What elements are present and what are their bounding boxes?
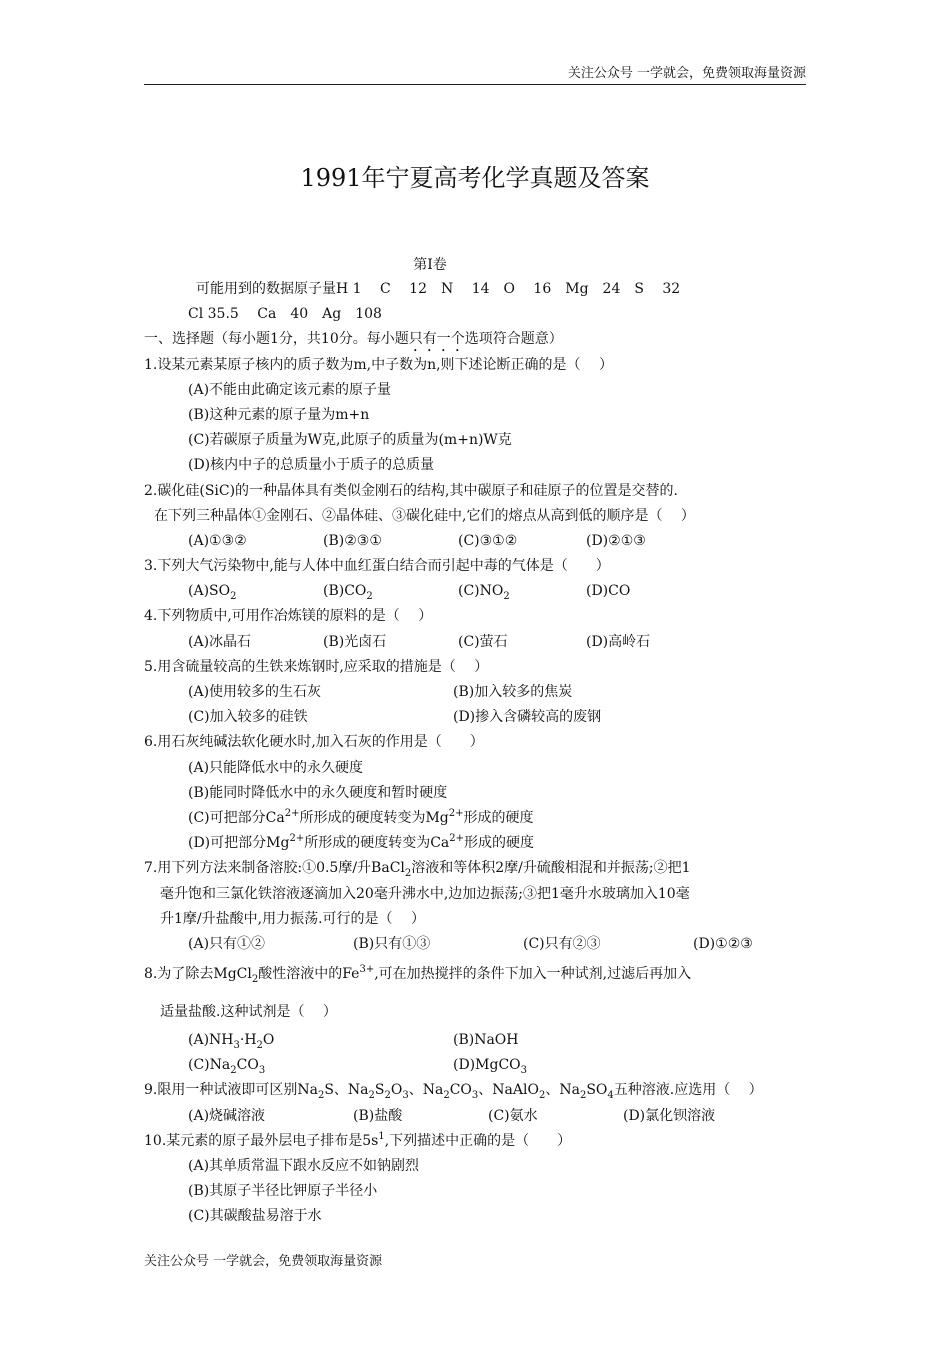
q8-d-pre: (D)MgCO	[453, 1057, 521, 1074]
q5-option-c: (C)加入较多的硅铁	[188, 709, 308, 726]
subscript: 2	[251, 974, 259, 986]
q8-stem-mid: 酸性溶液中的Fe	[258, 966, 360, 983]
q8-stem-line-1	[144, 957, 834, 997]
question-content	[144, 277, 834, 1230]
subscript: 2	[366, 591, 373, 603]
q5-options-row-2	[144, 705, 834, 730]
q4-stem: 4.下列物质中,可用作冶炼镁的原料的是（ ）	[144, 608, 433, 625]
subscript: 2	[368, 1090, 375, 1102]
q3-option-d: (D)CO	[586, 583, 631, 600]
q6-option-d	[144, 831, 834, 856]
q8-option-d	[453, 1053, 527, 1078]
q3-option-a-text: (A)SO	[188, 583, 231, 600]
q7-options	[144, 932, 834, 957]
q10-stem-post: ,下列描述中正确的是（ ）	[384, 1132, 572, 1149]
part-heading	[144, 327, 834, 352]
q3-options	[144, 579, 834, 604]
q6-option-c	[144, 806, 834, 831]
q5-options-row-1	[144, 680, 834, 705]
q4-options	[144, 630, 834, 655]
q2-options	[144, 529, 834, 554]
q6-stem: 6.用石灰纯碱法软化硬水时,加入石灰的作用是（ ）	[144, 734, 484, 751]
superscript: 2+	[448, 807, 464, 819]
q8-option-b: (B)NaOH	[453, 1032, 519, 1049]
q9-stem-g: 、NaAlO	[478, 1082, 539, 1099]
q3-option-b	[323, 579, 458, 604]
subscript: 2	[384, 1090, 391, 1102]
part-heading-post: 选项符合题意）	[464, 331, 563, 348]
q9-options	[144, 1104, 834, 1129]
q8-c-mid: CO	[236, 1057, 259, 1074]
q6-c-pre: (C)可把部分Ca	[188, 809, 285, 826]
q9-stem-j: 五种溶液.应选用（ ）	[613, 1082, 763, 1099]
subscript: 4	[607, 1090, 614, 1102]
q1-stem: 1.设某元素某原子核内的质子数为m,中子数为n,则下述论断正确的是（ ）	[144, 356, 613, 373]
q6-option-b: (B)能同时降低水中的永久硬度和暂时硬度	[188, 784, 448, 801]
q9-stem-b: S、Na	[324, 1082, 369, 1099]
q6-c-post: 形成的硬度	[463, 809, 534, 826]
q9-stem-h: 、Na	[545, 1082, 580, 1099]
q8-stem-pre: 8.为了除去MgCl	[144, 966, 252, 983]
q9-option-c: (C)氨水	[488, 1107, 538, 1124]
q3-option-c	[458, 579, 586, 604]
q6-c-mid: 所形成的硬度转变为Mg	[299, 809, 449, 826]
q7-stem-post: 溶液和等体积2摩/升硫酸相混和并振荡;②把1	[411, 860, 691, 877]
q2-stem-line-2: 在下列三种晶体①金刚石、②晶体硅、③碳化硅中,它们的熔点从高到低的顺序是（ ）	[154, 507, 695, 524]
q4-option-b: (B)光卤石	[323, 633, 387, 650]
subscript: 2	[503, 591, 510, 603]
q9-stem	[144, 1078, 834, 1103]
q4-option-c: (C)萤石	[458, 633, 508, 650]
part-heading-pre: 一、选择题（每小题1分，共10分。每小题	[144, 331, 409, 348]
q4-option-a: (A)冰晶石	[188, 633, 252, 650]
q8-c-pre: (C)Na	[188, 1057, 231, 1074]
q6-d-post: 形成的硬度	[464, 835, 535, 852]
q7-stem-line-3: 升1摩/升盐酸中,用力振荡.可行的是（ ）	[160, 910, 425, 927]
q7-stem-line-1	[144, 856, 834, 881]
atomic-mass-line-1: 可能用到的数据原子量H 1 C 12 N 14 O 16 Mg 24 S 32	[196, 281, 681, 297]
q6-d-pre: (D)可把部分Mg	[188, 835, 290, 852]
q1-option-a: (A)不能由此确定该元素的原子量	[188, 381, 392, 398]
q8-options-row-2	[144, 1053, 834, 1078]
q8-options-row-1	[144, 1028, 834, 1053]
q2-stem-line-1: 2.碳化硅(SiC)的一种晶体具有类似金刚石的结构,其中碳原子和硅原子的位置是交替的.	[144, 482, 678, 499]
q5-stem: 5.用含硫量较高的生铁来炼钢时,应采取的措施是（ ）	[144, 658, 489, 675]
q7-option-a: (A)只有①②	[188, 935, 266, 952]
subscript: 2	[404, 868, 412, 880]
page-header: 关注公众号 一学就会，免费领取海量资源	[567, 66, 806, 81]
q6-d-mid: 所形成的硬度转变为Ca	[304, 835, 450, 852]
q9-option-b: (B)盐酸	[353, 1107, 403, 1124]
subscript: 3	[520, 1065, 528, 1077]
q3-option-b-text: (B)CO	[323, 583, 367, 600]
q10-option-b: (B)其原子半径比钾原子半径小	[188, 1183, 378, 1200]
q9-option-d: (D)氯化钡溶液	[623, 1107, 716, 1124]
subscript: 3	[258, 1065, 266, 1077]
superscript: 2+	[289, 833, 305, 845]
q9-stem-f: CO	[449, 1082, 472, 1099]
q8-a-post: O	[262, 1032, 275, 1049]
q8-a-pre: (A)NH	[188, 1032, 234, 1049]
q9-option-a: (A)烧碱溶液	[188, 1107, 266, 1124]
q3-option-a	[188, 579, 323, 604]
subscript: 3	[402, 1090, 409, 1102]
part-heading-emphasis: 只有一个	[408, 331, 465, 348]
superscript: 3+	[359, 964, 375, 976]
q10-stem	[144, 1129, 834, 1154]
q4-option-d: (D)高岭石	[586, 633, 651, 650]
superscript: 1	[378, 1130, 385, 1142]
q1-option-c: (C)若碳原子质量为W克,此原子的质量为(m+n)W克	[188, 432, 512, 449]
q9-stem-e: 、Na	[408, 1082, 444, 1099]
subscript: 2	[579, 1090, 587, 1102]
q10-option-a: (A)其单质常温下跟水反应不如钠剧烈	[188, 1158, 420, 1174]
q7-stem-line-2: 毫升饱和三氯化铁溶液逐滴加入20毫升沸水中,边加边振荡;③把1毫升水玻璃加入10毫	[160, 885, 690, 902]
q8-stem-post: ,可在加热搅拌的条件下加入一种试剂,过滤后再加入	[374, 966, 692, 983]
subscript: 3	[471, 1090, 479, 1102]
q7-option-d: (D)①②③	[693, 935, 753, 952]
q10-stem-pre: 10.某元素的原子最外层电子排布是5s	[144, 1132, 379, 1149]
q7-option-c: (C)只有②③	[523, 935, 601, 952]
q9-stem-d: O	[390, 1082, 403, 1099]
document-title: 1991年宁夏高考化学真题及答案	[300, 164, 650, 192]
q8-stem-line-2: 适量盐酸.这种试剂是（ ）	[160, 1004, 337, 1021]
superscript: 2+	[284, 807, 300, 819]
q7-option-b: (B)只有①③	[353, 935, 431, 952]
subscript: 2	[538, 1090, 546, 1102]
q3-option-c-text: (C)NO	[458, 583, 504, 600]
q2-option-d: (D)②①③	[586, 532, 646, 549]
q2-option-a: (A)①③②	[188, 532, 247, 549]
q5-option-d: (D)掺入含磷较高的废钢	[453, 709, 602, 726]
q7-stem-pre: 7.用下列方法来制备溶胶:①0.5摩/升BaCl	[144, 860, 405, 877]
q9-stem-i: SO	[586, 1082, 608, 1099]
subscript: 2	[230, 591, 237, 603]
superscript: 2+	[449, 833, 465, 845]
q2-option-c: (C)③①②	[458, 532, 518, 549]
q5-option-a: (A)使用较多的生石灰	[188, 684, 322, 700]
q6-option-a: (A)只能降低水中的永久硬度	[188, 759, 364, 776]
q2-option-b: (B)②③①	[323, 532, 382, 549]
q8-option-c	[188, 1053, 453, 1078]
section-title: 第Ⅰ卷	[413, 257, 447, 273]
q8-option-a	[188, 1028, 453, 1053]
q3-stem: 3.下列大气污染物中,能与人体中血红蛋白结合而引起中毒的气体是（ ）	[144, 558, 610, 575]
q9-stem-a: 9.限用一种试液即可区别Na	[144, 1082, 318, 1099]
atomic-mass-line-2: Cl 35.5 Ca 40 Ag 108	[188, 306, 382, 323]
q1-option-b: (B)这种元素的原子量为m+n	[188, 406, 370, 423]
q10-option-c: (C)其碳酸盐易溶于水	[188, 1208, 322, 1225]
subscript: 3	[233, 1040, 240, 1052]
subscript: 2	[230, 1065, 237, 1077]
page-footer: 关注公众号 一学就会，免费领取海量资源	[144, 1254, 383, 1269]
subscript: 2	[256, 1040, 263, 1052]
subscript: 2	[317, 1090, 325, 1102]
q5-option-b: (B)加入较多的焦炭	[453, 684, 573, 700]
q8-a-mid: ·H	[239, 1032, 257, 1049]
subscript: 2	[443, 1090, 450, 1102]
q1-option-d: (D)核内中子的总质量小于质子的总质量	[188, 457, 435, 474]
header-rule	[144, 84, 806, 85]
q9-stem-c: S	[374, 1082, 385, 1099]
